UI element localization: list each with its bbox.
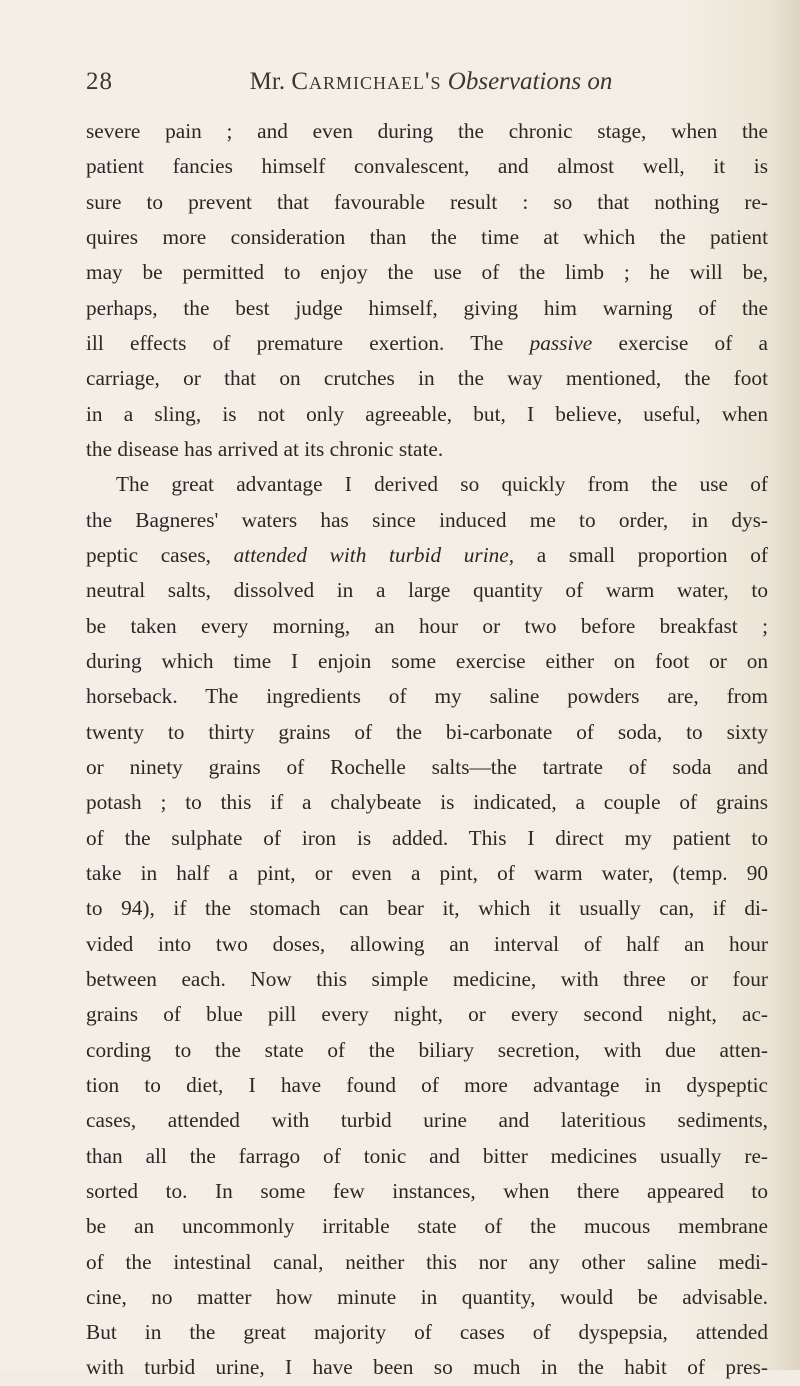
text-line: than all the farrago of tonic and bitter medicines usually re- — [86, 1143, 768, 1168]
text-line: severe pain ; and even during the chronic stage, when the — [86, 119, 768, 143]
text-line: in a sling, is not only agreeable, but, I believe, useful, when — [86, 401, 768, 426]
text-line: twenty to thirty grains of the bi-carbonate of soda, to sixty — [86, 719, 768, 744]
text-line: with turbid urine, I have been so much in the habit of pres- — [86, 1355, 768, 1380]
text-line: cine, no matter how minute in quantity, would be advisable. — [86, 1284, 768, 1309]
page-number: 28 — [86, 68, 113, 95]
text-line — [86, 538, 768, 573]
text-line: vided into two doses, allowing an interval of half an hour — [86, 931, 768, 956]
running-header — [86, 68, 776, 104]
text-line: the disease has arrived at its chronic state. — [86, 436, 444, 461]
text-line: sure to prevent that favourable result : so that nothing re- — [86, 189, 768, 214]
italic-segment: attended with turbid urine, — [233, 542, 515, 567]
text-line: cases, attended with turbid urine and lateritious sediments, — [86, 1108, 768, 1133]
italic-segment: passive — [529, 330, 593, 355]
text-line: or ninety grains of Rochelle salts—the tartrate of soda and — [86, 754, 768, 779]
work-title: Observations on — [447, 68, 613, 95]
text-line: patient fancies himself convalescent, and almost well, it is — [86, 154, 768, 179]
text-line: take in half a pint, or even a pint, of warm water, (temp. 90 — [86, 860, 768, 885]
text-line: sorted to. In some few instances, when there appeared to — [86, 1178, 768, 1203]
text-line: grains of blue pill every night, or every second night, ac- — [86, 1002, 768, 1027]
running-title — [86, 68, 776, 96]
text-line: But in the great majority of cases of dyspepsia, attended — [86, 1320, 768, 1345]
text-line: tion to diet, I have found of more advantage in dyspeptic — [86, 1072, 768, 1097]
text-line: quires more consideration than the time at which the patient — [86, 224, 768, 249]
text-line: of the intestinal canal, neither this nor any other saline medi- — [86, 1249, 768, 1274]
text-line: be an uncommonly irritable state of the mucous membrane — [86, 1214, 768, 1239]
text-segment: a small proportion of — [514, 542, 768, 567]
text-line: be taken every morning, an hour or two before breakfast ; — [86, 613, 768, 638]
text-line: neutral salts, dissolved in a large quantity of warm water, to — [86, 578, 768, 603]
text-line: to 94), if the stomach can bear it, which it usually can, if di- — [86, 896, 768, 921]
text-line: perhaps, the best judge himself, giving him warning of the — [86, 295, 768, 320]
text-segment: ill effects of premature exertion. The — [86, 330, 530, 355]
text-line: cording to the state of the biliary secretion, with due atten- — [86, 1037, 768, 1062]
text-line — [86, 326, 768, 361]
text-line: may be permitted to enjoy the use of the limb ; he will be, — [86, 260, 768, 285]
text-segment: peptic cases, — [86, 542, 234, 567]
author-name: Carmichael's — [291, 68, 442, 95]
text-line: The great advantage I derived so quickly from the use of — [116, 472, 768, 497]
text-line: potash ; to this if a chalybeate is indicated, a couple of grains — [86, 790, 768, 815]
text-segment: exercise of a — [592, 330, 768, 355]
text-line: the Bagneres' waters has since induced me to order, in dys- — [86, 507, 768, 532]
text-line: horseback. The ingredients of my saline powders are, from — [86, 684, 768, 709]
text-line: carriage, or that on crutches in the way mentioned, the foot — [86, 366, 768, 391]
text-line: during which time I enjoin some exercise either on foot or on — [86, 648, 768, 673]
text-line: of the sulphate of iron is added. This I direct my patient to — [86, 825, 768, 850]
text-line: between each. Now this simple medicine, with three or four — [86, 966, 768, 991]
body-text — [86, 114, 768, 1386]
title-prefix: Mr. — [249, 68, 292, 95]
